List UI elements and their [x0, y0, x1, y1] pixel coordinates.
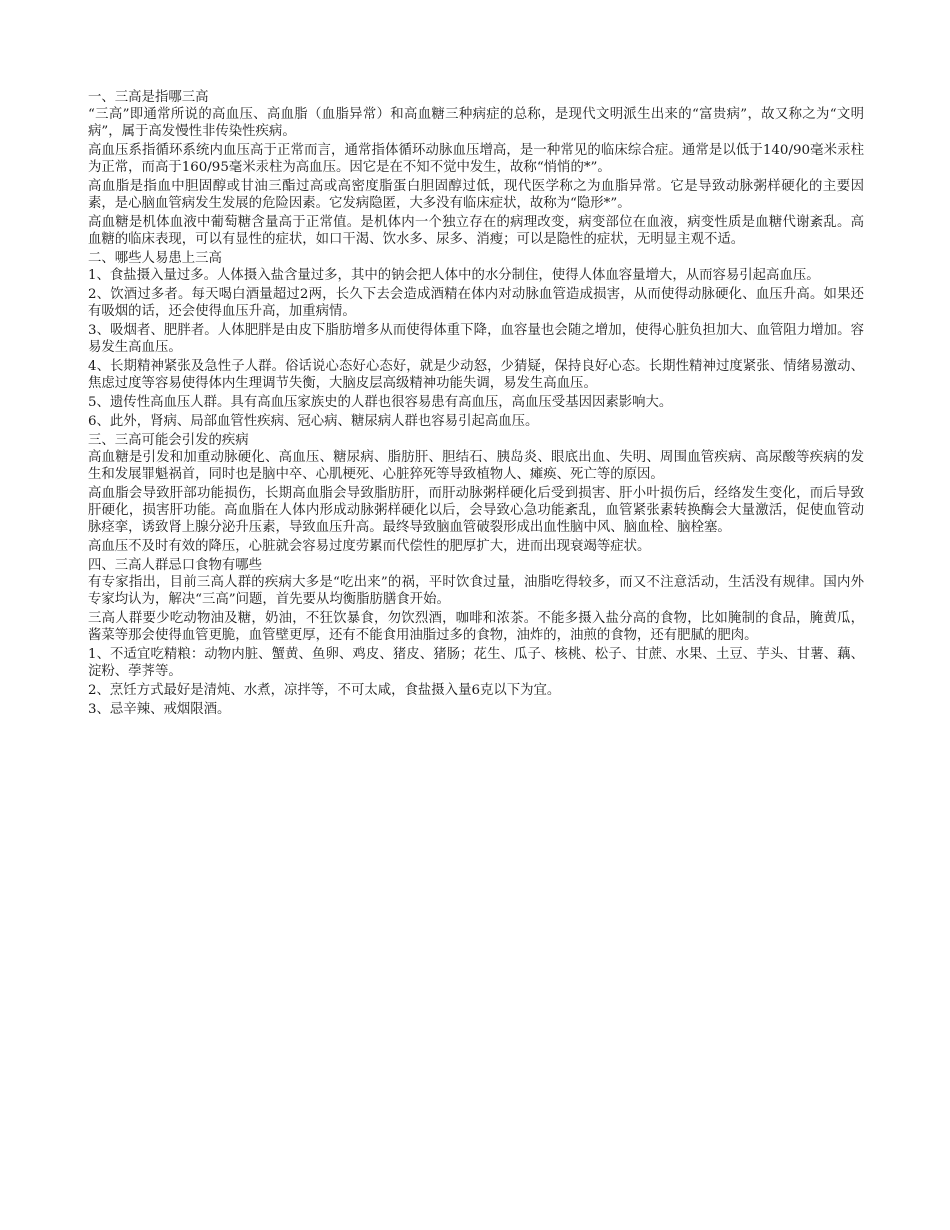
- section-heading: 一、三高是指哪三高: [88, 90, 209, 105]
- paragraph: 高血压不及时有效的降压，心脏就会容易过度劳累而代偿性的肥厚扩大，进而出现衰竭等症状。: [88, 539, 651, 555]
- paragraph: 高血压系指循环系统内血压高于正常而言，通常指体循环动脉血压增高，是一种常见的临床综合症。通常是以低于140/90毫米汞柱为正常，而高于160/95毫米汞柱为高血压。因它是在不知不觉中发生，故称“悄悄的*”。: [88, 143, 864, 176]
- paragraph: 2、烹饪方式最好是清炖、水煮，凉拌等，不可太咸，食盐摄入量6克以下为宜。: [88, 683, 561, 699]
- paragraph: “三高”即通常所说的高血压、高血脂（血脂异常）和高血糖三种病症的总称，是现代文明派生出来的“富贵病”，故又称之为“文明病”，属于高发慢性非传染性疾病。: [88, 107, 864, 140]
- paragraph: 有专家指出，目前三高人群的疾病大多是“吃出来”的祸，平时饮食过量，油脂吃得较多，而又不注意活动，生活没有规律。国内外专家均认为，解决“三高”问题，首先要从均衡脂肪膳食开始。: [88, 575, 864, 608]
- paragraph: 高血糖是引发和加重动脉硬化、高血压、糖尿病、脂肪肝、胆结石、胰岛炎、眼底出血、失明、周围血管疾病、高尿酸等疾病的发生和发展罪魁祸首，同时也是脑中卒、心肌梗死、心脏猝死等导致植物人、瘫痪、死亡等的原因。: [88, 450, 864, 483]
- paragraph: 高血糖是机体血液中葡萄糖含量高于正常值。是机体内一个独立存在的病理改变，病变部位在血液，病变性质是血糖代谢紊乱。高血糖的临床表现，可以有显性的症状，如口干渴、饮水多、尿多、消瘦；可以是隐性的症状，无明显主观不适。: [88, 215, 864, 248]
- paragraph: 1、食盐摄入量过多。人体摄入盐含量过多，其中的钠会把人体中的水分制住，使得人体血容量增大，从而容易引起高血压。: [88, 268, 820, 284]
- section-heading: 二、哪些人易患上三高: [88, 251, 222, 267]
- section-heading: 四、三高人群忌口食物有哪些: [88, 558, 263, 573]
- paragraph: 三高人群要少吃动物油及糖，奶油，不狂饮暴食，勿饮烈酒，咖啡和浓茶。不能多摄入盐分高的食物，比如腌制的食品，腌黄瓜，酱菜等那会使得血管更脆，血管壁更厚，还有不能食用油脂过多的食物，油炸的，油煎的食物，还有肥腻的肥肉。: [88, 611, 864, 644]
- section-what-are-three-highs: [88, 89, 864, 249]
- paragraph: 2、饮酒过多者。每天喝白酒量超过2两，长久下去会造成酒精在体内对动脉血管造成损害，从而使得动脉硬化、血压升高。如果还有吸烟的话，还会使得血压升高，加重病情。: [88, 287, 864, 320]
- section-heading: 三、三高可能会引发的疾病: [88, 432, 249, 448]
- paragraph: 4、长期精神紧张及急性子人群。俗话说心态好心态好，就是少动怒，少猜疑，保持良好心态。长期性精神过度紧张、情绪易激动、焦虑过度等容易使得体内生理调节失衡，大脑皮层高级精神功能失调，易发生高血压。: [88, 359, 864, 392]
- paragraph: 6、此外，肾病、局部血管性疾病、冠心病、糖尿病人群也容易引起高血压。: [88, 414, 539, 429]
- section-who-is-susceptible: [88, 250, 864, 430]
- section-related-diseases: [88, 432, 864, 556]
- paragraph: 高血脂是指血中胆固醇或甘油三酯过高或高密度脂蛋白胆固醇过低，现代医学称之为血脂异常。它是导致动脉粥样硬化的主要因素，是心脑血管病发生发展的危险因素。它发病隐匿，大多没有临床症状，故称为“隐形*”。: [88, 179, 864, 212]
- paragraph: 5、遗传性高血压人群。具有高血压家族史的人群也很容易患有高血压，高血压受基因因素影响大。: [88, 395, 673, 411]
- document-body: [88, 89, 864, 720]
- paragraph: 高血脂会导致肝部功能损伤，长期高血脂会导致脂肪肝，而肝动脉粥样硬化后受到损害、肝小叶损伤后，经络发生变化，而后导致肝硬化，损害肝功能。高血脂在人体内形成动脉粥样硬化以后，会导致心急功能紊乱，血管紧张素转换酶会大量激活，促使血管动脉痉挛，诱致肾上腺分泌升压素，导致血压升高。最终导致脑血管破裂形成出血性脑中风、脑血栓、脑栓塞。: [88, 486, 864, 536]
- section-foods-to-avoid: [88, 557, 864, 718]
- paragraph: 3、忌辛辣、戒烟限酒。: [88, 702, 231, 717]
- paragraph: 1、不适宜吃精粮：动物内脏、蟹黄、鱼卵、鸡皮、猪皮、猪肠；花生、瓜子、核桃、松子、甘蔗、水果、土豆、芋头、甘薯、藕、淀粉、荸荠等。: [88, 647, 864, 680]
- paragraph: 3、吸烟者、肥胖者。人体肥胖是由皮下脂肪增多从而使得体重下降，血容量也会随之增加，使得心脏负担加大、血管阻力增加。容易发生高血压。: [88, 323, 864, 356]
